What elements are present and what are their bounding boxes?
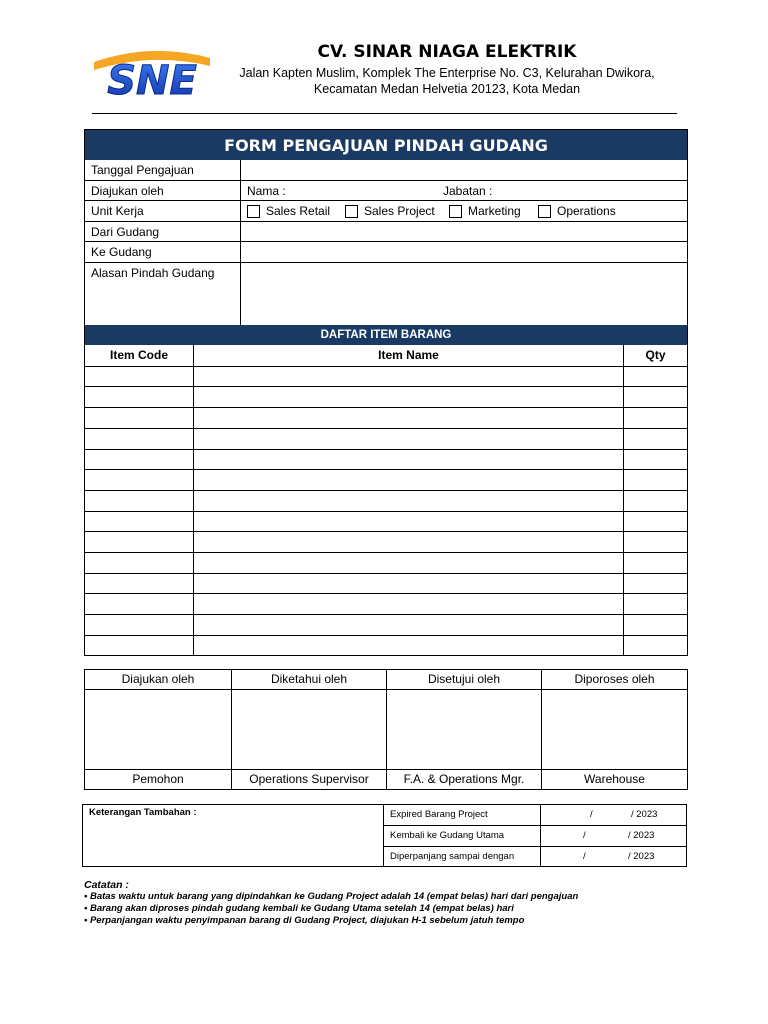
notes-table: [82, 804, 687, 867]
item-table: [85, 345, 687, 655]
signature-role-disetujui: Disetujui oleh: [427, 672, 501, 686]
row-alasan: [85, 263, 687, 325]
label-diajukan: Diajukan oleh: [91, 184, 164, 198]
table-row[interactable]: [85, 614, 687, 615]
table-row[interactable]: [85, 552, 687, 553]
table-row[interactable]: [85, 386, 687, 387]
signature-name-warehouse: Warehouse: [584, 772, 645, 786]
table-row[interactable]: [85, 511, 687, 512]
table-row[interactable]: [85, 469, 687, 470]
company-logo: [92, 48, 212, 98]
table-row[interactable]: [85, 573, 687, 574]
notes-row-line: [383, 846, 686, 847]
header-divider: [92, 113, 677, 114]
checkbox-marketing[interactable]: [449, 205, 462, 218]
company-address-line1: Jalan Kapten Muslim, Komplek The Enterprise No. C3, Kelurahan Dwikora,: [239, 66, 655, 80]
row-unit-kerja: [85, 201, 687, 222]
diperpanjang-date-year: / 2023: [628, 851, 655, 862]
table-row[interactable]: [85, 407, 687, 408]
catatan-item-text: Perpanjangan waktu penyimpanan barang di Gudang Project, diajukan H-1 sebelum jatuh tempo: [89, 915, 525, 926]
unit-option-label: Operations: [557, 204, 616, 218]
signature-role-diporoses: Diporoses oleh: [574, 672, 655, 686]
column-header-qty: Qty: [645, 348, 666, 362]
form-title: FORM PENGAJUAN PINDAH GUDANG: [85, 130, 687, 160]
signature-role-diajukan: Diajukan oleh: [121, 672, 195, 686]
column-divider-code: [193, 345, 194, 655]
column-header-item-code: Item Code: [109, 348, 168, 362]
unit-option-label: Sales Retail: [266, 204, 331, 218]
signature-table: [84, 669, 688, 790]
unit-option-label: Sales Project: [364, 204, 435, 218]
table-row[interactable]: [85, 490, 687, 491]
expired-date-slash: /: [590, 809, 593, 820]
catatan-item: • Barang akan diproses pindah gudang kembali ke Gudang Utama setelah 14 (empat belas) hari: [84, 903, 514, 914]
kembali-date-year: / 2023: [628, 830, 655, 841]
signature-name-ops-supervisor: Operations Supervisor: [249, 772, 369, 786]
table-row[interactable]: [85, 531, 687, 532]
label-nama: Nama :: [247, 184, 286, 198]
unit-option-sales-project[interactable]: [345, 204, 435, 218]
row-diajukan: [85, 181, 687, 201]
catatan-item: • Perpanjangan waktu penyimpanan barang di Gudang Project, diajukan H-1 sebelum jatuh tempo: [84, 915, 525, 926]
label-unit-kerja: Unit Kerja: [91, 204, 144, 218]
expired-label: Expired Barang Project: [390, 809, 488, 820]
label-ke-gudang: Ke Gudang: [91, 245, 152, 259]
table-row[interactable]: [85, 428, 687, 429]
catatan-title: Catatan :: [84, 879, 129, 891]
table-row[interactable]: [85, 449, 687, 450]
diperpanjang-label: Diperpanjang sampai dengan: [390, 851, 515, 862]
notes-label: Keterangan Tambahan :: [89, 807, 197, 818]
company-name: CV. SINAR NIAGA ELEKTRIK: [317, 42, 577, 62]
column-divider-qty: [623, 345, 624, 655]
table-row[interactable]: [85, 635, 687, 636]
label-column-divider: [240, 160, 241, 325]
row-tanggal: [85, 160, 687, 181]
row-dari-gudang: [85, 222, 687, 242]
signature-name-fa-ops-mgr: F.A. & Operations Mgr.: [403, 772, 525, 786]
label-dari-gudang: Dari Gudang: [91, 225, 160, 239]
unit-option-marketing[interactable]: [449, 204, 521, 218]
column-header-item-name: Item Name: [378, 348, 439, 362]
checkbox-sales-project[interactable]: [345, 205, 358, 218]
items-section-header: DAFTAR ITEM BARANG: [85, 325, 687, 345]
row-ke-gudang: [85, 242, 687, 263]
kembali-label: Kembali ke Gudang Utama: [390, 830, 505, 841]
expired-date-year: / 2023: [631, 809, 658, 820]
form-box: [84, 129, 688, 656]
diperpanjang-date-slash: /: [583, 851, 586, 862]
kembali-date-slash: /: [583, 830, 586, 841]
signature-name-pemohon: Pemohon: [132, 772, 184, 786]
signature-role-diketahui: Diketahui oleh: [270, 672, 348, 686]
catatan-item: • Batas waktu untuk barang yang dipindahkan ke Gudang Project adalah 14 (empat belas) hari dari pengajuan: [84, 891, 579, 902]
catatan-item-text: Barang akan diproses pindah gudang kembali ke Gudang Utama setelah 14 (empat belas) hari: [89, 903, 514, 914]
unit-option-label: Marketing: [468, 204, 521, 218]
unit-option-sales-retail[interactable]: [247, 204, 330, 218]
catatan-item-text: Batas waktu untuk barang yang dipindahkan ke Gudang Project adalah 14 (empat belas) hari dari pengajuan: [89, 891, 579, 902]
notes-row-line: [383, 825, 686, 826]
table-row[interactable]: [85, 366, 687, 367]
table-row[interactable]: [85, 593, 687, 594]
unit-option-operations[interactable]: [538, 204, 616, 218]
logo-text: SNE: [107, 58, 197, 98]
checkbox-operations[interactable]: [538, 205, 551, 218]
company-address-line2: Kecamatan Medan Helvetia 20123, Kota Medan: [313, 82, 581, 96]
notes-divider: [540, 805, 541, 866]
label-alasan: Alasan Pindah Gudang: [91, 266, 215, 280]
notes-divider: [383, 805, 384, 866]
checkbox-sales-retail[interactable]: [247, 205, 260, 218]
label-tanggal: Tanggal Pengajuan: [91, 163, 194, 177]
label-jabatan: Jabatan :: [443, 184, 493, 198]
